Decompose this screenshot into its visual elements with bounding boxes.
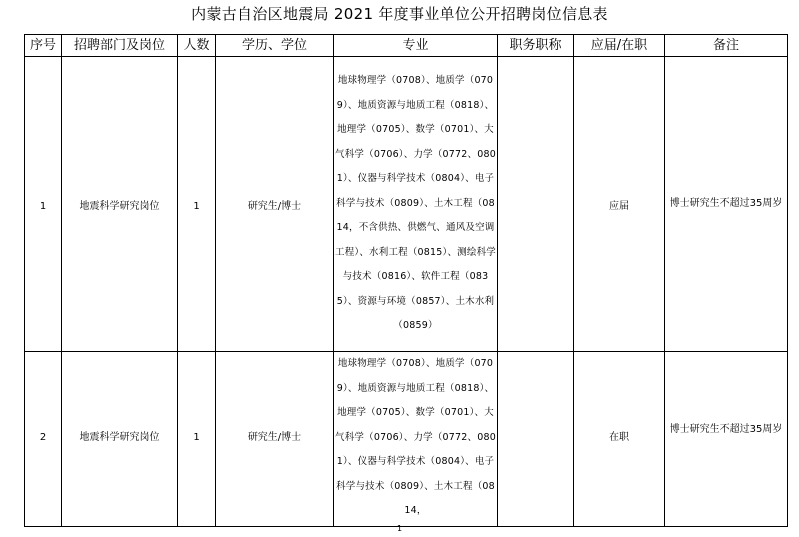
header-status: 应届/在职 [574,35,665,57]
header-title-requirement: 职务职称 [498,35,574,57]
cell-major: 地球物理学（0708）、地质学（0709）、地质资源与地质工程（0818）、地理学（0705）、数学（0701）、大气科学（0706）、力学（0772、0801）、仪器与科学技术（0804）、电子科学与技术（0809）、土木工程（0814， [334,352,498,527]
cell-status: 应届 [574,57,665,352]
cell-position: 地震科学研究岗位 [62,57,178,352]
header-count: 人数 [178,35,216,57]
header-education: 学历、学位 [216,35,334,57]
header-row [25,35,788,57]
header-index: 序号 [25,35,62,57]
table-row [25,352,788,527]
header-position: 招聘部门及岗位 [62,35,178,57]
header-remarks: 备注 [665,35,788,57]
table-row [25,57,788,352]
cell-education: 研究生/博士 [216,352,334,527]
cell-remarks: 博士研究生不超过35周岁 [665,352,788,527]
header-major: 专业 [334,35,498,57]
cell-title-requirement [498,352,574,527]
cell-remarks: 博士研究生不超过35周岁 [665,57,788,352]
cell-position: 地震科学研究岗位 [62,352,178,527]
recruitment-table [24,34,788,527]
cell-count: 1 [178,57,216,352]
cell-index: 2 [25,352,62,527]
cell-status: 在职 [574,352,665,527]
cell-index: 1 [25,57,62,352]
cell-education: 研究生/博士 [216,57,334,352]
cell-title-requirement [498,57,574,352]
page-number: 1 [396,524,403,533]
cell-count: 1 [178,352,216,527]
page-title: 内蒙古自治区地震局 2021 年度事业单位公开招聘岗位信息表 [191,5,608,23]
cell-major: 地球物理学（0708）、地质学（0709）、地质资源与地质工程（0818）、地理学（0705）、数学（0701）、大气科学（0706）、力学（0772、0801）、仪器与科学技术（0804）、电子科学与技术（0809）、土木工程（0814，不含供热、供燃气、通风及空调工程）、水利工程（0815）、测绘科学与技术（0816）、软件工程（0835）、资源与环境（0857）、土木水利（0859） [334,57,498,352]
